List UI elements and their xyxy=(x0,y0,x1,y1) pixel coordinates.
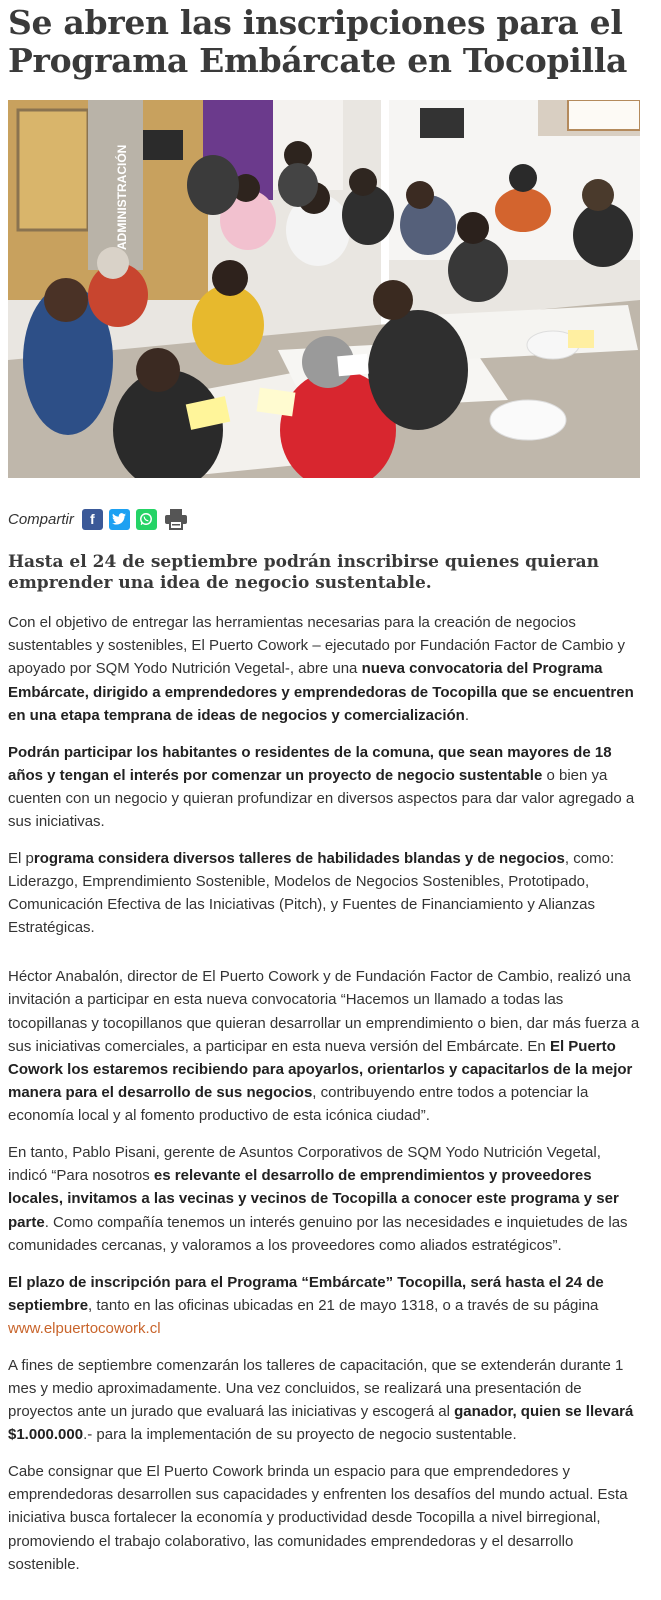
text-span: . Como compañía tenemos un interés genuino por las necesidades e inquietudes de las comunidades cercanas, y valoramos a los proveedores como aliados estratégicos”. xyxy=(8,1213,628,1254)
share-label: Compartir xyxy=(8,510,74,528)
photo-sign-text: ADMINISTRACIÓN xyxy=(115,144,129,250)
text-span: , tanto en las oficinas ubicadas en 21 de mayo 1318, o a través de su página xyxy=(88,1296,599,1314)
whatsapp-icon[interactable] xyxy=(136,509,157,530)
bold-text: es relevante el desarrollo de emprendimientos y proveedores locales, invitamos a las vecinas y vecinos de Tocopilla a conocer este programa y ser parte xyxy=(8,1167,619,1231)
article-body xyxy=(8,611,642,1590)
bold-text: ganador, quien se llevará $1.000.000 xyxy=(8,1403,634,1444)
paragraph-1 xyxy=(8,611,642,727)
text-span: o bien ya cuenten con un negocio y quieran profundizar en diversos aspectos para dar valor agregado a sus iniciativas. xyxy=(8,766,635,831)
paragraph-6 xyxy=(8,1271,642,1341)
paragraph-4 xyxy=(8,965,642,1127)
text-span: Con el objetivo de entregar las herramientas necesarias para la creación de negocios sustentables y sostenibles, El Puerto Cowork – ejecutado por Fundación Factor de Cambio y apoyado por SQM Yodo Nutrición Vegetal-, abre una xyxy=(8,614,625,678)
text-span: El p xyxy=(8,849,34,867)
text-span: En tanto, Pablo Pisani, gerente de Asuntos Corporativos de SQM Yodo Nutrición Vegetal, indicó “Para nosotros xyxy=(8,1144,601,1185)
text-span: Cabe consignar que El Puerto Cowork brinda un espacio para que emprendedores y emprendedoras desarrollen sus capacidades y enfrenten los desafíos del mundo actual. Esta iniciativa busca fortalecer la economía y productividad desde Tocopilla a nivel birregional, promoviendo el trabajo colaborativo, las comunidades emprendedoras y el desarrollo sostenible. xyxy=(8,1463,628,1573)
website-link[interactable]: www.elpuertocowork.cl xyxy=(8,1319,161,1337)
bold-text: El Puerto Cowork los estaremos recibiendo para apoyarlos, orientarlos y capacitarlos de la mejor manera para el desarrollo de sus negocios xyxy=(8,1037,633,1102)
text-span: , como: Liderazgo, Emprendimiento Sostenible, Modelos de Negocios Sostenibles, Prototipado, Comunicación Efectiva de las Iniciativas (Pitch), y Fuentes de Financiamiento y Alianzas Estratégicas. xyxy=(8,849,615,937)
spacer xyxy=(8,953,642,965)
paragraph-2 xyxy=(8,741,642,834)
text-span: Héctor Anabalón, director de El Puerto Cowork y de Fundación Factor de Cambio, realizó una invitación a participar en esta nueva convocatoria “Hacemos un llamado a todas las tocopillanas y tocopillanos que quieran desarrollar un emprendimiento o bien, dar más fuerza a sus iniciativas comerciales, a participar en esta nueva versión del Embárcate. En xyxy=(8,968,640,1055)
paragraph-5 xyxy=(8,1141,642,1257)
article-subtitle: Hasta el 24 de septiembre podrán inscribirse quienes quieran emprender una idea de negocio sustentable. xyxy=(8,552,599,593)
text-span: . xyxy=(464,706,469,724)
paragraph-7 xyxy=(8,1354,642,1447)
twitter-icon[interactable] xyxy=(109,509,130,530)
text-span: .- para la implementación de su proyecto de negocio sustentable. xyxy=(83,1426,517,1444)
bold-text: rograma considera diversos talleres de habilidades blandas y de negocios xyxy=(33,849,565,867)
text-span: , contribuyendo entre todos a potenciar la economía local y al fomento productivo de esta icónica ciudad”. xyxy=(8,1084,589,1125)
bold-text: Podrán participar los habitantes o residentes de la comuna, que sean mayores de 18 años y tengan el interés por comenzar un proyecto de negocio sustentable xyxy=(8,743,612,784)
article-title: Se abren las inscripciones para el Programa Embárcate en Tocopilla xyxy=(8,3,628,80)
bold-text: El plazo de inscripción para el Programa “Embárcate” Tocopilla, será hasta el 24 de septiembre xyxy=(8,1273,604,1314)
article-photo xyxy=(8,100,640,478)
share-bar xyxy=(8,506,189,532)
facebook-icon[interactable]: f xyxy=(82,509,103,530)
bold-text: nueva convocatoria del Programa Embárcate, dirigido a emprendedores y emprendedoras de Tocopilla que se encuentren en una etapa temprana de ideas de negocios y comercialización xyxy=(8,660,634,724)
paragraph-3 xyxy=(8,847,642,940)
paragraph-8 xyxy=(8,1460,642,1576)
print-icon[interactable] xyxy=(163,509,189,530)
text-span: A fines de septiembre comenzarán los talleres de capacitación, que se extenderán durante 1 mes y medio aproximadamente. Una vez concluidos, se realizará una presentación de proyectos ante un jurado que evaluará las iniciativas y escogerá al xyxy=(8,1356,624,1421)
